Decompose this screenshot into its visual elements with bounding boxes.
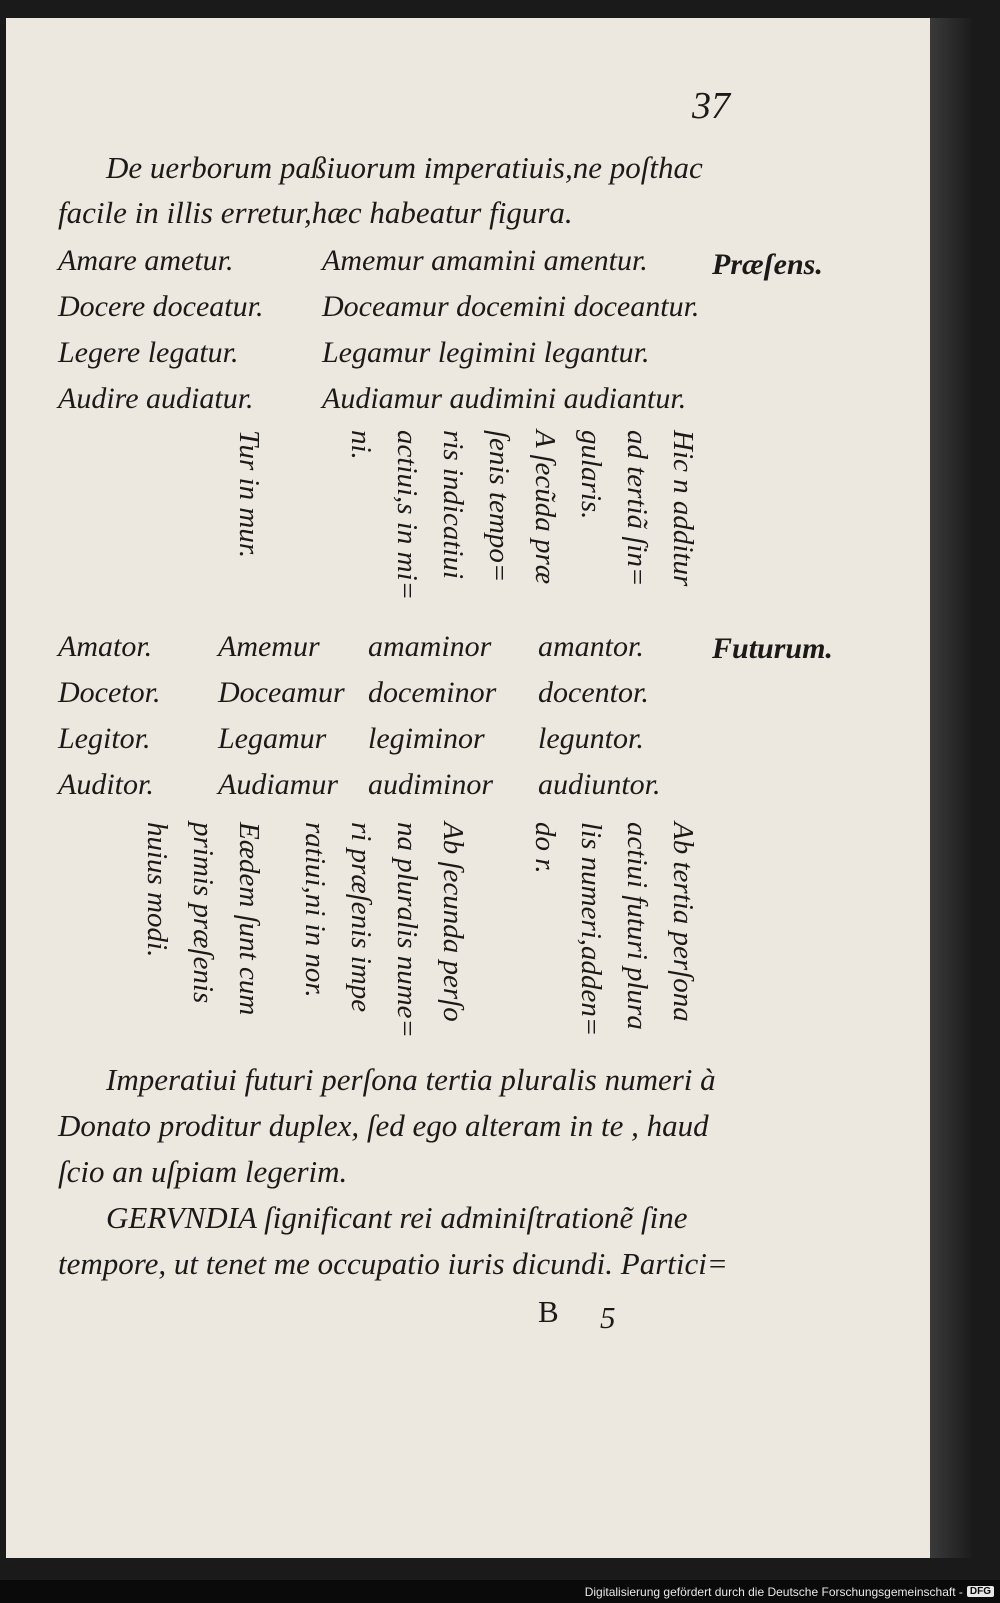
footer-text: Digitalisierung gefördert durch die Deutsche Forschungsgemeinschaft - [584,1584,963,1599]
body-line: Donato proditur duplex, ſed ego alteram in te , haud [58,1108,709,1143]
future-cell: doceminor [368,676,497,709]
future-cell: Legamur [218,722,327,755]
present-cell: Amemur amamini amentur. [322,244,648,277]
future-note: ri præſenis impe [345,822,377,1013]
body-line: ſcio an uſpiam legerim. [58,1154,348,1189]
signature-number: 5 [600,1300,616,1335]
page-edge-shadow [930,18,972,1558]
future-cell: Audiamur [218,768,338,801]
present-note: ſenis tempo= [483,430,515,583]
body-line: tempore, ut tenet me occupatio iuris dicundi. Partici= [58,1246,728,1281]
future-note: Ab tertia perſona [667,822,699,1022]
future-cell: Docetor. [58,676,161,709]
present-cell: Legere legatur. [58,336,239,369]
heading-line-2: facile in illis erretur,hæc habeatur figura. [58,195,573,230]
future-note: do r. [529,822,561,874]
present-note: actiui,s in mi= [391,430,423,601]
future-note: Eædem ſunt cum [233,822,265,1016]
future-note: ratiui,ni in nor. [299,822,331,998]
present-cell: Doceamur docemini doceantur. [322,290,700,323]
present-note: gularis. [575,430,607,520]
present-label: Præſens. [712,248,823,281]
digitization-footer [0,1580,1000,1603]
future-note: actiui futuri plura [621,822,653,1030]
present-cell: Audiamur audimini audiantur. [322,382,687,415]
future-cell: audiminor [368,768,494,801]
future-cell: Amemur [218,630,320,663]
present-note: ni. [345,430,377,460]
future-cell: audiuntor. [538,768,661,801]
present-cell: Audire audiatur. [58,382,254,415]
present-cell: Amare ametur. [58,244,234,277]
body-line: GERVNDIA ſignificant rei adminiſtrationẽ ſine [106,1200,688,1235]
future-label: Futurum. [712,632,833,665]
body-line: Imperatiui futuri perſona tertia pluralis numeri à [106,1062,716,1097]
future-note: primis præſenis [187,822,219,1004]
heading-line-1: De uerborum paßiuorum imperatiuis,ne poſthac [106,150,703,185]
present-note: ris indicatiui [437,430,469,580]
present-cell: Legamur legimini legantur. [322,336,650,369]
dfg-logo: DFG [967,1586,994,1597]
present-note: Tur in mur. [233,430,265,559]
future-cell: amaminor [368,630,492,663]
page-number: 37 [692,85,730,127]
future-cell: legiminor [368,722,485,755]
present-note: A ſecũda præ [529,430,561,585]
future-note: Ab ſecunda perſo [437,822,469,1022]
future-cell: leguntor. [538,722,644,755]
future-cell: Auditor. [58,768,154,801]
present-cell: Docere doceatur. [58,290,264,323]
present-note: ad tertiã ſin= [621,430,653,587]
future-cell: amantor. [538,630,644,663]
future-cell: docentor. [538,676,649,709]
future-note: na pluralis nume= [391,822,423,1039]
future-cell: Amator. [58,630,153,663]
present-note: Hic n additur [667,430,699,587]
future-cell: Legitor. [58,722,151,755]
future-note: lis numeri,adden= [575,822,607,1037]
signature-letter: B [538,1294,559,1329]
future-note: huius modi. [141,822,173,958]
future-cell: Doceamur [218,676,345,709]
